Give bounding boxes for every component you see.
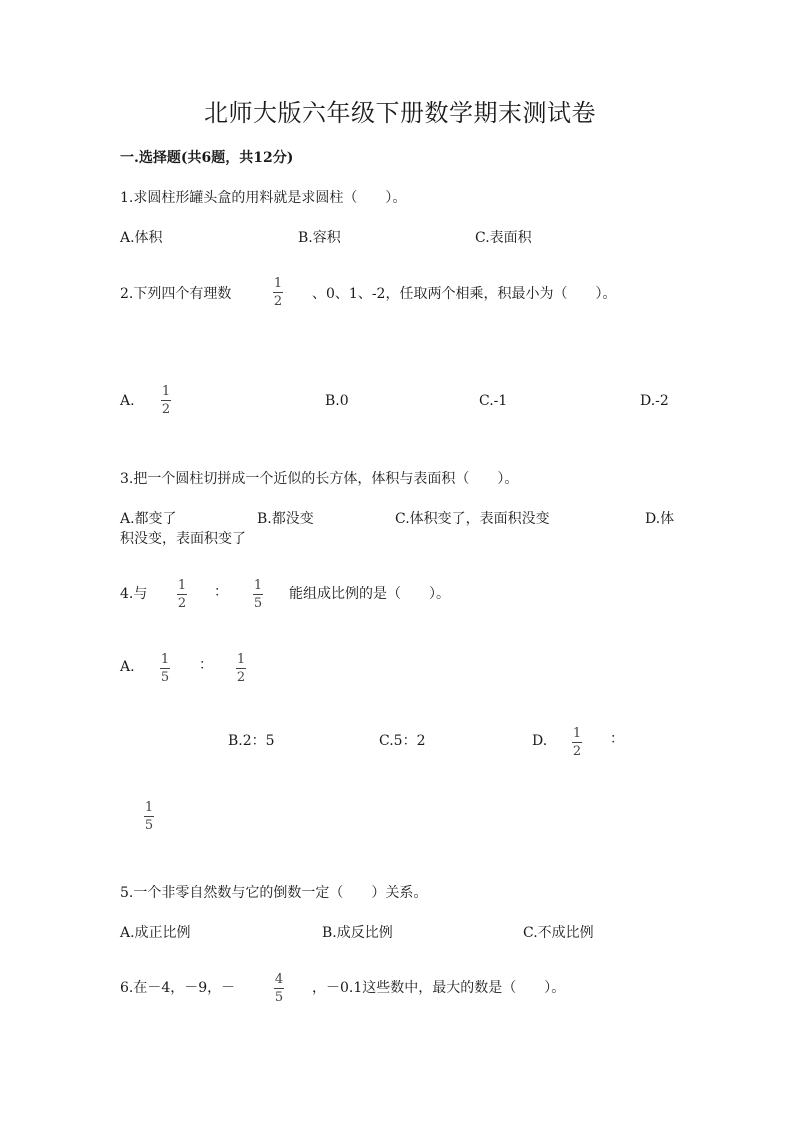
- fraction-numerator: 4: [274, 972, 284, 987]
- question-3-stem: 3.把一个圆柱切拼成一个近似的长方体，体积与表面积（ ）。: [120, 471, 519, 487]
- fraction-denominator: 2: [177, 596, 187, 611]
- fraction-denominator: 2: [236, 670, 246, 685]
- page-title: 北师大版六年级下册数学期末测试卷: [204, 99, 596, 127]
- question-1-option-b: B.容积: [298, 230, 341, 246]
- question-3-option-b: B.都没变: [257, 511, 314, 527]
- question-4-stem-start: 4.与: [120, 586, 148, 602]
- question-6-stem-start: 6.在－4，－9，－: [120, 980, 236, 996]
- fraction-numerator: 1: [273, 276, 283, 291]
- question-1-stem: 1.求圆柱形罐头盒的用料就是求圆柱（ ）。: [120, 190, 407, 206]
- question-2-option-c: C.-1: [479, 393, 508, 409]
- question-3-option-d-start: D.体: [645, 511, 675, 527]
- question-5-option-a: A.成正比例: [120, 925, 191, 941]
- question-2-stem-start: 2.下列四个有理数: [120, 286, 232, 302]
- fraction-one-half: [273, 276, 283, 309]
- fraction-denominator: 2: [572, 744, 582, 759]
- fraction-denominator: 5: [274, 990, 284, 1005]
- fraction-one-half: [236, 652, 246, 685]
- question-1-option-a: A.体积: [120, 230, 163, 246]
- question-3-option-c: C.体积变了，表面积没变: [395, 511, 550, 527]
- question-6-stem-end: ，－0.1这些数中，最大的数是（ ）。: [312, 980, 566, 996]
- section-heading: 一.选择题(共6题，共12分): [120, 150, 294, 166]
- fraction-denominator: 2: [161, 402, 171, 417]
- question-3-option-a: A.都变了: [120, 511, 177, 527]
- fraction-one-fifth: [160, 652, 170, 685]
- fraction-one-half: [161, 384, 171, 417]
- fraction-numerator: 1: [572, 726, 582, 741]
- fraction-denominator: 5: [160, 670, 170, 685]
- ratio-colon: ：: [199, 657, 213, 673]
- fraction-numerator: 1: [144, 800, 154, 815]
- fraction-numerator: 1: [177, 578, 187, 593]
- question-4-option-b: B.2：5: [228, 733, 275, 749]
- ratio-colon: ：: [610, 731, 624, 747]
- question-5-option-c: C.不成比例: [523, 925, 594, 941]
- question-2-stem-end: 、0、1、-2，任取两个相乘，积最小为（ ）。: [312, 286, 617, 302]
- question-2-option-a-label: A.: [120, 393, 135, 409]
- fraction-numerator: 1: [161, 384, 171, 399]
- fraction-denominator: 2: [273, 294, 283, 309]
- fraction-denominator: 5: [144, 818, 154, 833]
- question-4-option-c: C.5：2: [379, 733, 426, 749]
- question-3-option-d-end: 积没变，表面积变了: [120, 531, 246, 547]
- fraction-numerator: 1: [253, 578, 263, 593]
- question-2-option-b: B.0: [325, 393, 349, 409]
- ratio-colon: ：: [214, 584, 228, 600]
- question-5-option-b: B.成反比例: [322, 925, 393, 941]
- question-4-option-d-label: D.: [532, 733, 548, 749]
- fraction-denominator: 5: [253, 596, 263, 611]
- fraction-one-half: [572, 726, 582, 759]
- fraction-one-fifth: [144, 800, 154, 833]
- fraction-one-fifth: [253, 578, 263, 611]
- question-5-stem: 5.一个非零自然数与它的倒数一定（ ）关系。: [120, 885, 428, 901]
- fraction-numerator: 1: [236, 652, 246, 667]
- fraction-one-half: [177, 578, 187, 611]
- question-1-option-c: C.表面积: [475, 230, 532, 246]
- fraction-numerator: 1: [160, 652, 170, 667]
- question-4-stem-end: 能组成比例的是（ ）。: [289, 586, 450, 602]
- question-2-option-d: D.-2: [640, 393, 669, 409]
- question-4-option-a-label: A.: [120, 659, 135, 675]
- fraction-four-fifths: [274, 972, 284, 1005]
